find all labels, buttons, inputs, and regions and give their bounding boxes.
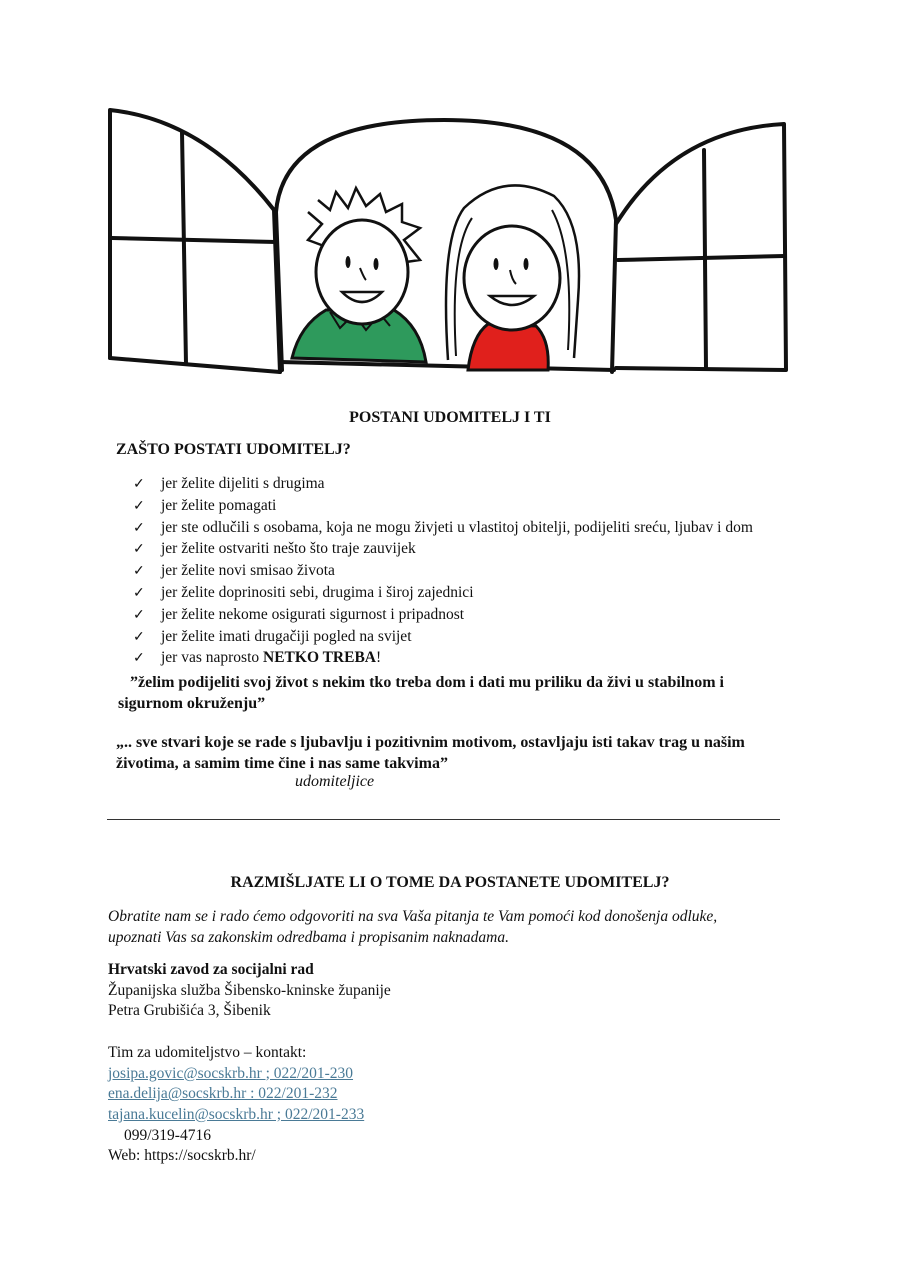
list-item: ✓ jer želite imati drugačiji pogled na svijet: [133, 627, 753, 649]
website: Web: https://socskrb.hr/: [108, 1147, 256, 1165]
girl-drawing: [446, 185, 579, 370]
window-children-illustration: [104, 100, 794, 380]
check-icon: ✓: [133, 629, 145, 645]
check-icon: ✓: [133, 520, 145, 536]
check-icon: ✓: [133, 585, 145, 601]
foster-quote-1: ”želim podijeliti svoj život s nekim tko treba dom i dati mu priliku da živi u stabilnom i sigurnom okruženju”: [118, 674, 724, 712]
contact-link-tajana[interactable]: tajana.kucelin@socskrb.hr ; 022/201-233: [108, 1105, 365, 1123]
list-item: ✓ jer vas naprosto NETKO TREBA!: [133, 648, 753, 670]
mobile-number: 099/319-4716: [124, 1126, 211, 1144]
list-item: ✓ jer želite doprinositi sebi, drugima i široj zajednici: [133, 583, 753, 605]
address: Petra Grubišića 3, Šibenik: [108, 1002, 271, 1020]
check-icon: ✓: [133, 607, 145, 623]
consider-heading: RAZMIŠLJATE LI O TOME DA POSTANETE UDOMITELJ?: [230, 874, 670, 891]
check-icon: ✓: [133, 477, 145, 492]
boy-drawing: [292, 188, 426, 362]
netko-treba-emphasis: NETKO TREBA: [263, 649, 376, 667]
list-item: ✓ jer želite pomagati: [133, 496, 753, 518]
check-icon: ✓: [133, 651, 145, 667]
divider: [107, 819, 780, 820]
list-item: ✓ jer želite dijeliti s drugima: [133, 474, 753, 496]
check-icon: ✓: [133, 498, 145, 514]
contact-link-josipa[interactable]: josipa.govic@socskrb.hr ; 022/201-230: [108, 1064, 354, 1082]
organization-name: Hrvatski zavod za socijalni rad: [108, 961, 314, 978]
list-item: ✓ jer želite nekome osigurati sigurnost i pripadnost: [133, 605, 753, 627]
check-icon: ✓: [133, 542, 145, 558]
consider-intro: Obratite nam se i rado ćemo odgovoriti na sva Vaša pitanja te Vam pomoći kod donošenja odluke, upoznati Vas sa zakonskim odredbama i propisanim naknadama.: [108, 908, 718, 946]
quote-signature: udomiteljice: [295, 773, 375, 790]
team-label: Tim za udomiteljstvo – kontakt:: [108, 1043, 307, 1061]
why-heading: ZAŠTO POSTATI UDOMITELJ?: [116, 441, 351, 458]
check-icon: ✓: [133, 564, 145, 580]
foster-quote-2: „.. sve stvari koje se rade s ljubavlju i pozitivnim motivom, ostavljaju isti takav trag u našim životima, a samim time čine i nas same takvima”: [116, 734, 745, 772]
list-item: ✓ jer želite ostvariti nešto što traje zauvijek: [133, 539, 753, 561]
reasons-list: [133, 474, 753, 670]
page-title: POSTANI UDOMITELJ I TI: [349, 409, 551, 426]
contact-block: [108, 960, 391, 1167]
branch-name: Županijska služba Šibensko-kninske županije: [108, 981, 391, 999]
list-item: ✓ jer želite novi smisao života: [133, 561, 753, 583]
contact-link-ena[interactable]: ena.delija@socskrb.hr : 022/201-232: [108, 1085, 338, 1103]
list-item: ✓ jer ste odlučili s osobama, koja ne mogu živjeti u vlastitoj obitelji, podijeliti sreću, ljubav i dom: [133, 518, 753, 540]
